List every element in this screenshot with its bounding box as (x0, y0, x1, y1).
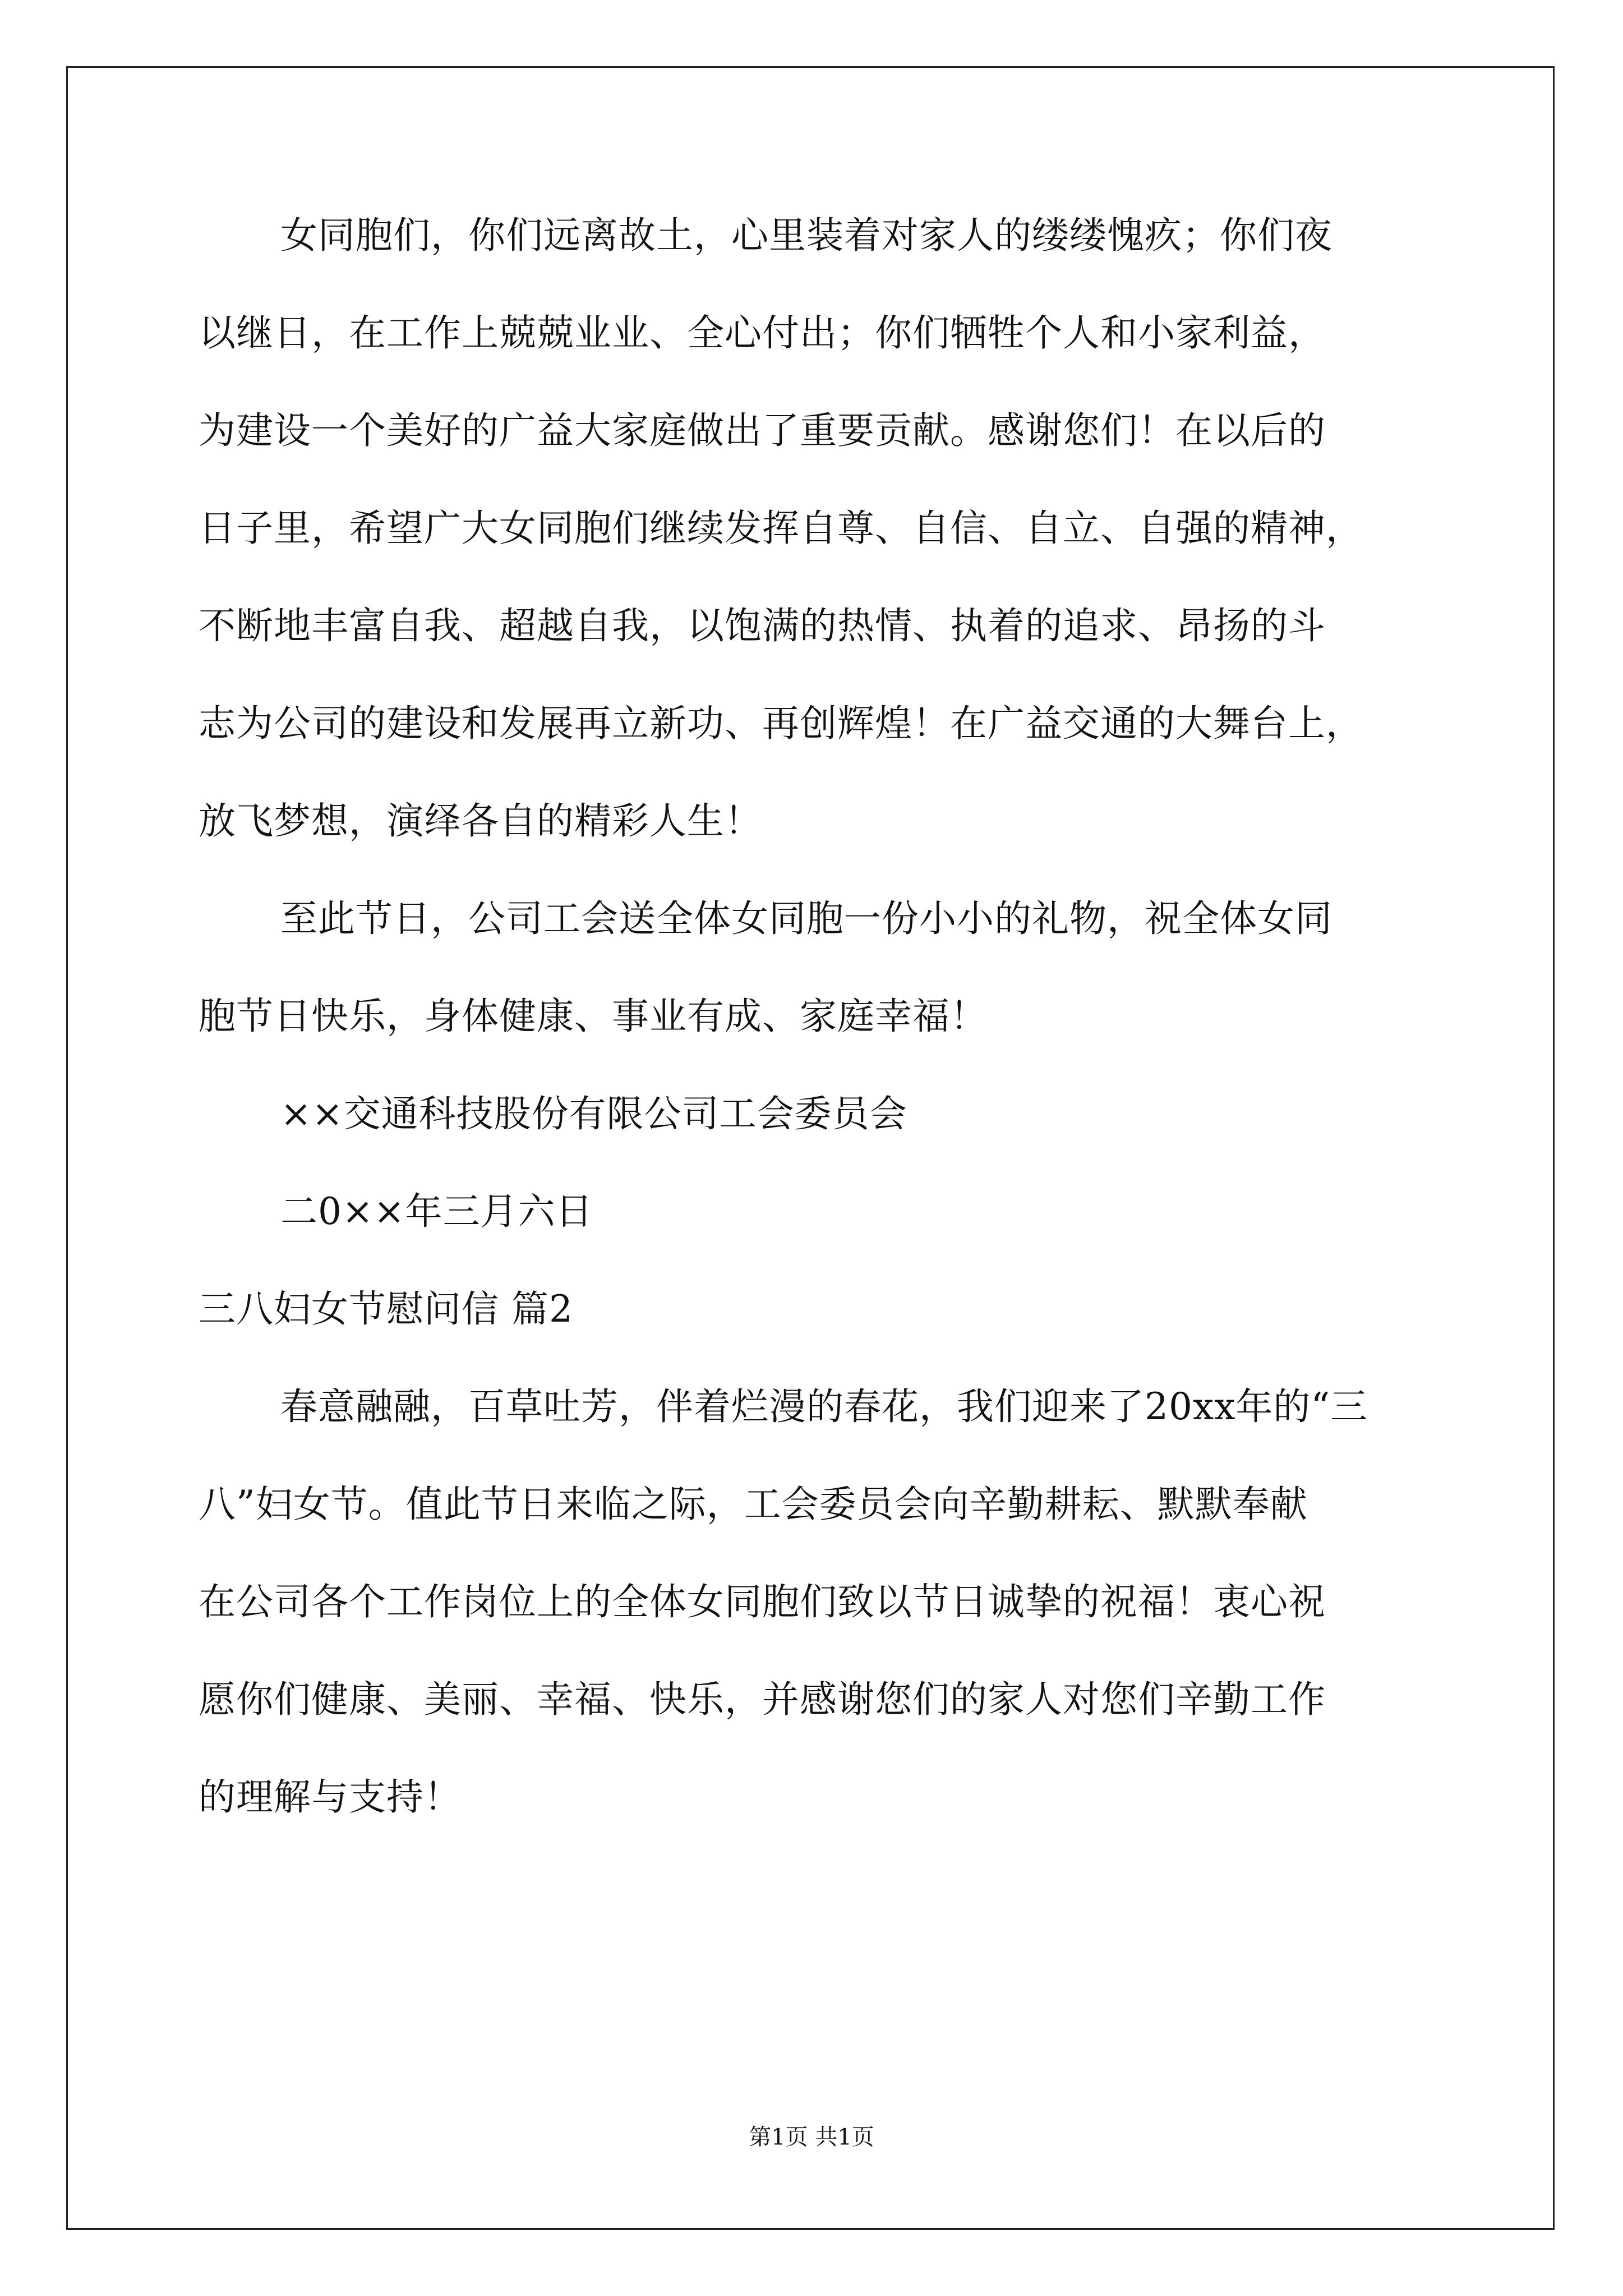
page-border (66, 66, 1555, 2230)
paragraph-line: 的理解与支持！ (199, 1775, 462, 1819)
paragraph-line: 日子里，希望广大女同胞们继续发挥自尊、自信、自立、自强的精神， (199, 507, 1363, 550)
paragraph-line: 春意融融，百草吐芳，伴着烂漫的春花，我们迎来了20xx年的“三 (280, 1385, 1368, 1428)
paragraph-line: 放飞梦想，演绎各自的精彩人生！ (199, 799, 762, 843)
paragraph-line: 八”妇女节。值此节日来临之际，工会委员会向辛勤耕耘、默默奉献 (199, 1483, 1308, 1526)
paragraph-line: 在公司各个工作岗位上的全体女同胞们致以节日诚挚的祝福！衷心祝 (199, 1580, 1326, 1623)
paragraph-line: 女同胞们，你们远离故土，心里装着对家人的缕缕愧疚；你们夜 (280, 214, 1332, 257)
paragraph-line: 为建设一个美好的广益大家庭做出了重要贡献。感谢您们！在以后的 (199, 409, 1326, 452)
paragraph-line: 至此节日，公司工会送全体女同胞一份小小的礼物，祝全体女同 (280, 897, 1332, 940)
section-heading: 三八妇女节慰问信 篇2 (199, 1287, 573, 1331)
paragraph-line: 不断地丰富自我、超越自我，以饱满的热情、执着的追求、昂扬的斗 (199, 604, 1326, 647)
paragraph-line: 胞节日快乐，身体健康、事业有成、家庭幸福！ (199, 995, 988, 1038)
signature-organization: ××交通科技股份有限公司工会委员会 (280, 1092, 907, 1135)
paragraph-line: 愿你们健康、美丽、幸福、快乐，并感谢您们的家人对您们辛勤工作 (199, 1678, 1326, 1721)
page-footer: 第1页 共1页 (749, 2124, 874, 2150)
signature-date: 二0××年三月六日 (280, 1190, 593, 1233)
paragraph-line: 志为公司的建设和发展再立新功、再创辉煌！在广益交通的大舞台上， (199, 702, 1363, 745)
paragraph-line: 以继日，在工作上兢兢业业、全心付出；你们牺牲个人和小家利益， (199, 311, 1326, 355)
